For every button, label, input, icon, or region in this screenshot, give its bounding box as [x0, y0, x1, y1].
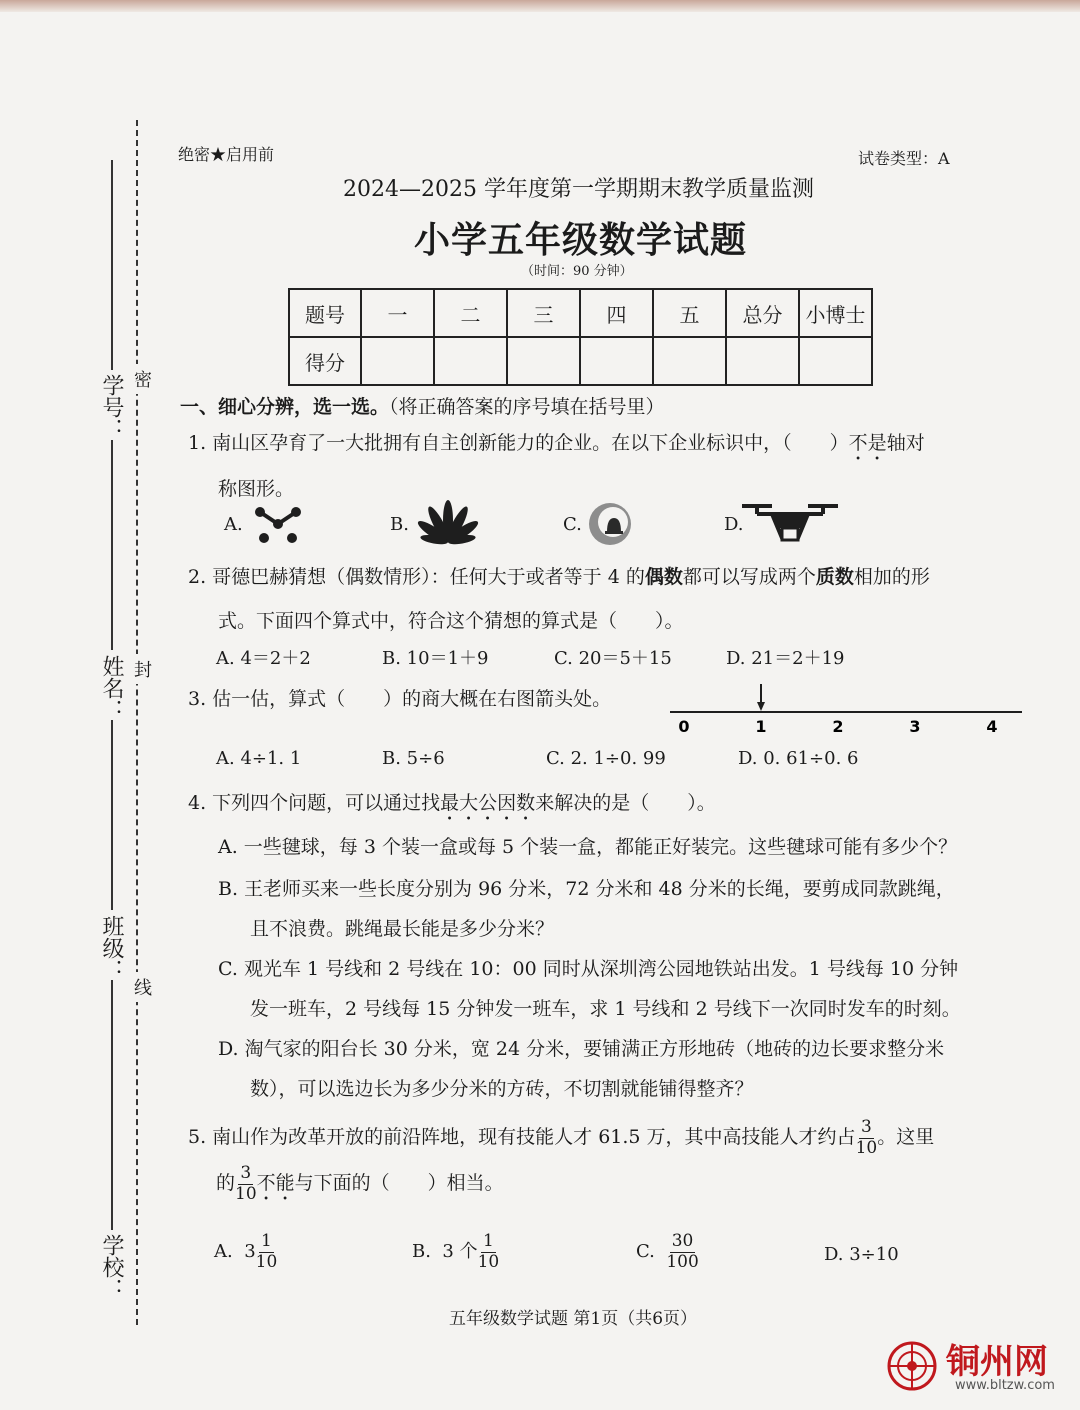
fraction-denominator: 10 — [255, 1251, 278, 1272]
q1-option-a-label: A. — [224, 514, 243, 535]
q3-option-a[interactable]: A. 4÷1. 1 — [216, 748, 302, 769]
q5-text: 5. 南山作为改革开放的前沿阵地，现有技能人才 61.5 万，其中高技能人才约占 — [188, 1126, 856, 1149]
page-footer: 五年级数学试题 第1页（共6页） — [449, 1309, 698, 1329]
fraction — [856, 1118, 878, 1158]
q3-option-b[interactable]: B. 5÷6 — [382, 748, 445, 769]
q3-option-c[interactable]: C. 2. 1÷0. 99 — [546, 748, 666, 769]
q4-option-a[interactable]: A. 一些毽球，每 3 个装一盒或每 5 个装一盒，都能正好装完。这些毽球可能有多少个？ — [218, 836, 958, 858]
q1-text: 1. 南山区孕育了一大批拥有自主创新能力的企业。在以下企业标识中，（ ） — [188, 432, 849, 454]
option-label: A. — [214, 1241, 233, 1263]
q2-option-a[interactable]: A. 4＝2＋2 — [216, 648, 311, 669]
class-label: 班级： — [99, 915, 124, 981]
table-cell: 得分 — [289, 337, 361, 385]
watermark-logo-icon — [886, 1340, 938, 1392]
table-cell: 总分 — [726, 289, 799, 337]
q5-text: 与下面的（ ）相当。 — [294, 1172, 504, 1195]
score-table — [288, 288, 873, 386]
fraction-numerator: 30 — [671, 1231, 694, 1251]
table-cell: 五 — [653, 289, 726, 337]
q1-text-end: 轴对 — [886, 432, 925, 454]
option-text: 3 个 — [442, 1241, 478, 1263]
question-2 — [188, 562, 930, 589]
number-line-tick-label: 4 — [986, 717, 998, 736]
score-cell[interactable] — [361, 337, 434, 385]
number-line-tick-label: 2 — [832, 717, 844, 736]
q5-text: 的 — [216, 1172, 236, 1195]
number-line-tick-label: 1 — [755, 717, 767, 736]
q1-emphasis: 不是 — [848, 432, 887, 454]
q5-option-d[interactable]: D. 3÷10 — [824, 1244, 899, 1265]
question-3: 3. 估一估，算式（ ）的商大概在右图箭头处。 — [188, 688, 612, 710]
table-cell: 一 — [361, 289, 434, 337]
number-line-tick-label: 0 — [678, 717, 690, 736]
score-cell[interactable] — [580, 337, 653, 385]
table-cell: 小博士 — [799, 289, 872, 337]
q1-line2: 称图形。 — [218, 478, 295, 500]
fraction — [666, 1232, 698, 1272]
fraction-denominator: 100 — [666, 1251, 699, 1272]
secret-label: 绝密★启用前 — [178, 145, 275, 164]
fraction-numerator: 1 — [483, 1231, 494, 1251]
score-table-header-row — [289, 289, 872, 337]
score-cell[interactable] — [799, 337, 872, 385]
q2-option-b[interactable]: B. 10＝1＋9 — [382, 648, 489, 669]
q5-emphasis: 不能 — [256, 1172, 295, 1195]
page-title: 小学五年级数学试题 — [414, 219, 748, 261]
q2-bold-even: 偶数 — [644, 566, 683, 588]
question-4 — [188, 788, 716, 825]
score-cell[interactable] — [653, 337, 726, 385]
q4-emphasis: 最大公因数 — [440, 792, 536, 814]
binding-dashed-line — [136, 120, 138, 1325]
score-cell[interactable] — [726, 337, 799, 385]
q5-line2 — [216, 1164, 504, 1205]
fraction — [235, 1164, 257, 1204]
q3-arrow-icon — [757, 684, 765, 711]
q1-option-d-label: D. — [724, 514, 744, 535]
q5-option-b[interactable] — [412, 1232, 499, 1272]
student-no-label: 学号： — [99, 374, 124, 440]
fraction-denominator: 10 — [235, 1183, 257, 1204]
class-line — [111, 720, 113, 910]
fraction-denominator: 10 — [855, 1137, 878, 1158]
q1-logo-d-drone-icon — [738, 500, 842, 548]
q4-option-d-cont: 数），可以选边长为多少分米的方砖，不切割就能铺得整齐？ — [250, 1078, 754, 1100]
q2-line2: 式。下面四个算式中，符合这个猜想的算式是（ ）。 — [218, 610, 684, 632]
option-label: B. — [412, 1241, 431, 1263]
watermark-url: www.bltzw.com — [955, 1378, 1055, 1393]
watermark-name: 铜州网 — [946, 1342, 1048, 1382]
fraction-numerator: 1 — [261, 1231, 272, 1251]
score-cell[interactable] — [507, 337, 580, 385]
name-label: 姓名： — [99, 655, 124, 721]
section-note: （将正确答案的序号填在括号里） — [389, 396, 665, 418]
seal-char-mi: 密 — [134, 364, 152, 394]
time-limit: （时间：90 分钟） — [521, 264, 633, 279]
q2-option-c[interactable]: C. 20＝5＋15 — [554, 648, 672, 669]
fraction-denominator: 10 — [477, 1251, 500, 1272]
mixed-number-whole: 3 — [244, 1241, 256, 1263]
score-table-score-row — [289, 337, 872, 385]
q2-option-d[interactable]: D. 21＝2＋19 — [726, 648, 845, 669]
table-cell: 二 — [434, 289, 507, 337]
q1-option-b-label: B. — [390, 514, 409, 535]
section-title: 一、细心分辨，选一选。 — [180, 396, 390, 418]
q4-option-c[interactable]: C. 观光车 1 号线和 2 号线在 10：00 同时从深圳湾公园地铁站出发。1 号线每 10 分钟 — [218, 958, 959, 980]
score-cell[interactable] — [434, 337, 507, 385]
q3-option-d[interactable]: D. 0. 61÷0. 6 — [738, 748, 859, 769]
fraction — [256, 1232, 278, 1272]
q1-logo-a-icon — [252, 502, 304, 546]
q1-logo-b-icon — [413, 500, 483, 548]
table-cell: 题号 — [289, 289, 361, 337]
fraction-numerator: 3 — [860, 1117, 872, 1137]
q4-text: 4. 下列四个问题，可以通过找 — [188, 792, 441, 814]
q4-option-c-cont: 发一班车，2 号线每 15 分钟发一班车，求 1 号线和 2 号线下一次同时发车的时刻。 — [250, 998, 961, 1020]
q5-option-c[interactable] — [636, 1232, 699, 1272]
student-no-line — [111, 160, 113, 370]
exam-subtitle: 2024—2025 学年度第一学期期末教学质量监测 — [343, 177, 814, 202]
q1-option-c-label: C. — [563, 514, 582, 535]
table-cell: 四 — [580, 289, 653, 337]
school-label: 学校： — [99, 1234, 124, 1300]
q2-text: 2. 哥德巴赫猜想（偶数情形）：任何大于或者等于 4 的 — [188, 566, 645, 588]
q4-option-d[interactable]: D. 淘气家的阳台长 30 分米，宽 24 分米，要铺满正方形地砖（地砖的边长要求整分米 — [218, 1038, 945, 1060]
question-1 — [188, 428, 925, 465]
q4-option-b[interactable]: B. 王老师买来一些长度分别为 96 分米，72 分米和 48 分米的长绳，要剪成同款跳绳， — [218, 878, 955, 900]
number-line-tick-label: 3 — [909, 717, 921, 736]
section-heading — [180, 392, 665, 419]
q1-logo-c-icon — [586, 500, 634, 548]
table-cell: 三 — [507, 289, 580, 337]
q2-text: 都可以写成两个 — [682, 566, 816, 588]
question-5 — [188, 1118, 934, 1158]
q4-text: 来解决的是（ ）。 — [535, 792, 716, 814]
q5-option-a[interactable] — [214, 1232, 277, 1272]
paper-type: 试卷类型：A — [858, 149, 950, 168]
school-line — [111, 980, 113, 1230]
photo-edge — [0, 0, 1080, 12]
seal-char-feng: 封 — [134, 654, 152, 684]
q2-bold-prime: 质数 — [815, 566, 854, 588]
fraction — [478, 1232, 500, 1272]
exam-paper — [0, 12, 1080, 1410]
q3-number-line — [664, 680, 1028, 738]
name-line — [111, 440, 113, 650]
q4-option-b-cont: 且不浪费。跳绳最长能是多少分米？ — [250, 918, 555, 940]
q2-text: 相加的形 — [853, 566, 930, 588]
option-label: C. — [636, 1241, 655, 1263]
fraction-numerator: 3 — [240, 1163, 252, 1183]
seal-char-xian: 线 — [134, 972, 152, 1002]
q5-text-end: 。这里 — [877, 1126, 935, 1149]
